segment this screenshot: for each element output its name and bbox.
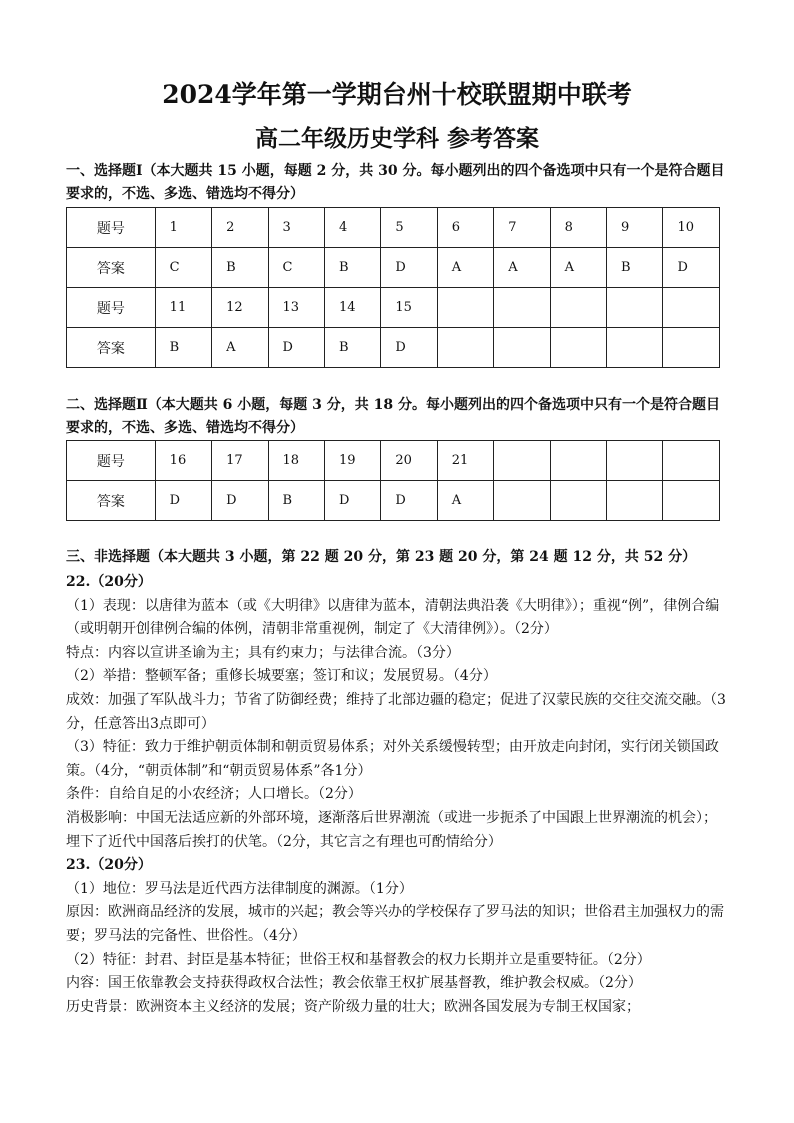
row-label-answer: 答案: [67, 328, 156, 368]
answer-cell: D: [381, 248, 437, 288]
table-row: [67, 288, 720, 328]
question-number: 3: [268, 208, 324, 248]
answer-paragraph: 消极影响：中国无法适应新的外部环境，逐渐落后世界潮流（或进一步扼杀了中国跟上世界潮流的机会）；埋下了近代中国落后挨打的伏笔。（2分，其它言之有理也可酌情给分）: [66, 809, 717, 850]
answer-cell: D: [155, 481, 211, 521]
question-number: 8: [550, 208, 606, 248]
answer-cell: C: [268, 248, 324, 288]
question-number: 16: [155, 441, 211, 481]
answer-paragraph: （2）举措：整顿军备；重修长城要塞；签订和议；发展贸易。（4分）: [66, 668, 497, 685]
section3-body: [66, 571, 730, 1019]
question-number: 2: [212, 208, 268, 248]
page-title: 2024学年第一学期台州十校联盟期中联考: [162, 80, 632, 109]
answer-cell: A: [212, 328, 268, 368]
answer-paragraph: 原因：欧洲商品经济的发展，城市的兴起；教会等兴办的学校保存了罗马法的知识；世俗君主加强权力的需要；罗马法的完备性、世俗性。（4分）: [66, 904, 724, 944]
table-row: [67, 481, 720, 521]
question-number: 20: [381, 441, 437, 481]
section3-heading: 三、非选择题（本大题共 3 小题，第 22 题 20 分，第 23 题 20 分，第 24 题 12 分，共 52 分）: [66, 549, 697, 565]
answer-cell: D: [381, 481, 437, 521]
question-number: 9: [607, 208, 663, 248]
table-row: [67, 328, 720, 368]
question-number: 14: [324, 288, 380, 328]
answer-table-1: [66, 207, 720, 368]
answer-cell: [663, 481, 720, 521]
answer-cell: [607, 328, 663, 368]
table-row: [67, 208, 720, 248]
answer-cell: [550, 328, 606, 368]
answer-paragraph: 内容：国王依靠教会支持获得政权合法性；教会依靠王权扩展基督教，维护教会权威。（2分）: [66, 975, 642, 992]
question-23-heading: 23.（20分）: [66, 857, 152, 874]
answer-paragraph: 条件：自给自足的小农经济；人口增长。（2分）: [66, 786, 362, 803]
row-label-question: 题号: [67, 208, 156, 248]
answer-cell: D: [324, 481, 380, 521]
answer-cell: D: [268, 328, 324, 368]
question-number: [663, 441, 720, 481]
question-number: 12: [212, 288, 268, 328]
answer-paragraph: （1）表现：以唐律为蓝本（或《大明律》以唐律为蓝本，清朝法典沿袭《大明律》）；重视“例”，律例合编（或明朝开创律例合编的体例，清朝非常重视例，制定了《大清律例》）。（2分）: [66, 597, 720, 638]
question-number: 15: [381, 288, 437, 328]
answer-cell: B: [324, 328, 380, 368]
answer-cell: B: [155, 328, 211, 368]
answer-cell: [663, 328, 720, 368]
answer-paragraph: 特点：内容以宣讲圣谕为主；具有约束力；与法律合流。（3分）: [66, 644, 460, 661]
row-label-question: 题号: [67, 441, 156, 481]
answer-paragraph: 成效：加强了军队战斗力；节省了防御经费；维持了北部边疆的稳定；促进了汉蒙民族的交往交流交融。（3分，任意答出3点即可）: [66, 691, 726, 732]
table-row: [67, 248, 720, 288]
answer-cell: B: [324, 248, 380, 288]
table-row: [67, 441, 720, 481]
question-number: [607, 441, 663, 481]
question-number: [437, 288, 493, 328]
row-label-answer: 答案: [67, 481, 156, 521]
question-number: [550, 441, 606, 481]
question-number: [494, 288, 550, 328]
answer-paragraph: （3）特征：致力于维护朝贡体制和朝贡贸易体系；对外关系缓慢转型；由开放走向封闭，实行闭关锁国政策。（4分，“朝贡体制”和“朝贡贸易体系”各1分）: [66, 739, 719, 779]
answer-cell: B: [268, 481, 324, 521]
question-number: 7: [494, 208, 550, 248]
answer-cell: [550, 481, 606, 521]
question-number: 11: [155, 288, 211, 328]
question-number: 4: [324, 208, 380, 248]
section2-heading: 二、选择题Ⅱ（本大题共 6 小题，每题 3 分，共 18 分。每小题列出的四个备选项中只有一个是符合题目要求的，不选、多选、错选均不得分）: [66, 397, 721, 436]
answer-paragraph: （1）地位：罗马法是近代西方法律制度的渊源。（1分）: [66, 880, 413, 897]
answer-paragraph: （2）特征：封君、封臣是基本特征；世俗王权和基督教会的权力长期并立是重要特征。（2分）: [66, 951, 651, 968]
answer-cell: A: [437, 248, 493, 288]
page-subtitle: 高二年级历史学科 参考答案: [254, 125, 539, 152]
question-number: 17: [212, 441, 268, 481]
question-number: 21: [437, 441, 493, 481]
question-number: 5: [381, 208, 437, 248]
question-number: 13: [268, 288, 324, 328]
question-number: [494, 441, 550, 481]
answer-cell: A: [437, 481, 493, 521]
question-number: [550, 288, 606, 328]
answer-cell: D: [212, 481, 268, 521]
question-number: 6: [437, 208, 493, 248]
question-number: 18: [268, 441, 324, 481]
answer-cell: D: [663, 248, 720, 288]
answer-cell: D: [381, 328, 437, 368]
question-number: 1: [155, 208, 211, 248]
row-label-answer: 答案: [67, 248, 156, 288]
row-label-question: 题号: [67, 288, 156, 328]
answer-cell: [437, 328, 493, 368]
question-22-heading: 22.（20分）: [66, 574, 152, 590]
answer-cell: B: [212, 248, 268, 288]
answer-cell: [607, 481, 663, 521]
section1-heading: 一、选择题Ⅰ（本大题共 15 小题，每题 2 分，共 30 分。每小题列出的四个备选项中只有一个是符合题目要求的，不选、多选、错选均不得分）: [66, 163, 725, 202]
answer-cell: [494, 328, 550, 368]
question-number: [663, 288, 720, 328]
question-number: [607, 288, 663, 328]
answer-cell: C: [155, 248, 211, 288]
question-number: 19: [324, 441, 380, 481]
question-number: 10: [663, 208, 720, 248]
answer-cell: [494, 481, 550, 521]
answer-cell: A: [494, 248, 550, 288]
answer-cell: B: [607, 248, 663, 288]
answer-cell: A: [550, 248, 606, 288]
answer-paragraph: 历史背景：欧洲资本主义经济的发展；资产阶级力量的壮大；欧洲各国发展为专制王权国家；: [66, 998, 640, 1015]
answer-table-2: [66, 440, 720, 521]
